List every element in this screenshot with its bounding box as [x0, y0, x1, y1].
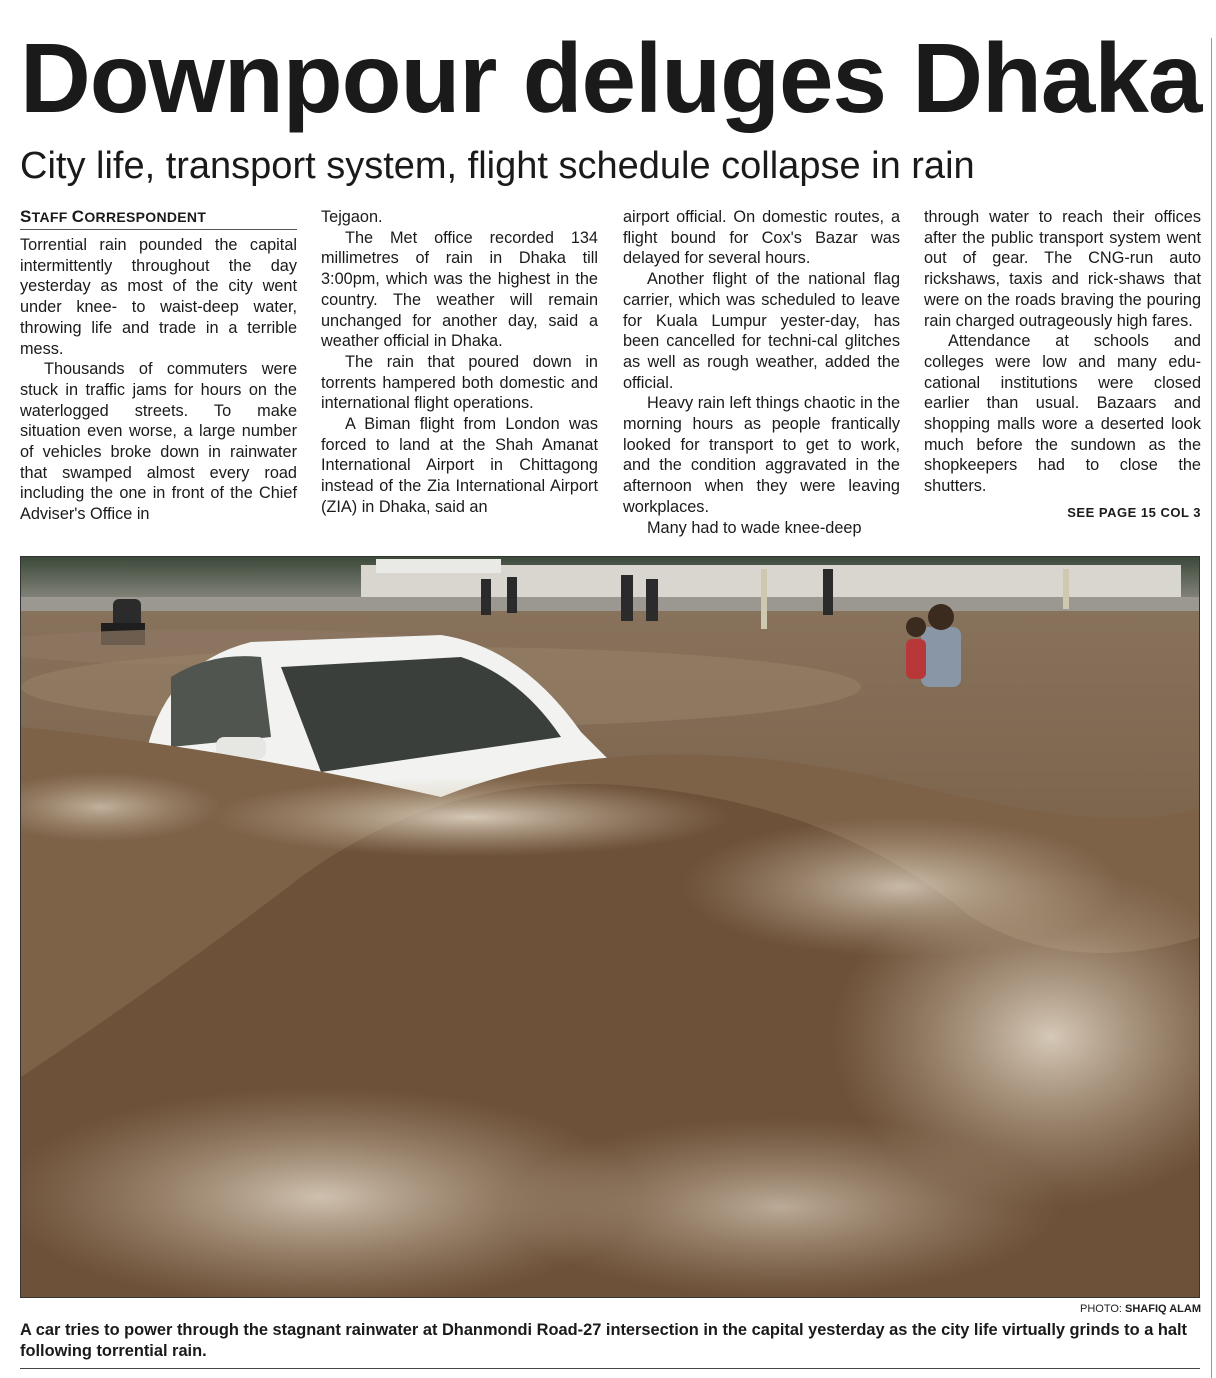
article-column-4 [924, 207, 1201, 524]
paragraph: Attendance at schools and colleges were low and many edu-cational institutions were closed earlier than usual. Bazaars and shopping malls wore a deserted look much before the sundown as the shopkeepers had to close the shutters. [924, 332, 1201, 496]
paragraph: Torrential rain pounded the capital intermittently throughout the day yesterday as most of the city went under knee- to waist-deep water, throwing life and trade in a terrible mess. [20, 236, 297, 358]
photo-credit: PHOTO: SHAFIQ ALAM [1079, 1303, 1201, 1315]
paragraph: The rain that poured down in torrents hampered both domestic and international flight operations. [321, 352, 598, 413]
headline: Downpour deluges Dhaka [20, 23, 1202, 133]
paragraph: Tejgaon. [321, 208, 383, 226]
paragraph: Thousands of commuters were stuck in traffic jams for hours on the waterlogged streets. To make situation even worse, a large number of vehicles broke down in rainwater that swamped almost every road including the one in front of the Chief Adviser's Office in [20, 360, 297, 524]
byline: STAFF CORRESPONDENT [20, 207, 297, 230]
subheadline: City life, transport system, flight schedule collapse in rain [20, 145, 975, 187]
article-column-1 [20, 207, 297, 525]
paragraph: airport official. On domestic routes, a flight bound for Cox's Bazar was delayed for several hours. [623, 208, 900, 268]
paragraph: Another flight of the national flag carrier, which was scheduled to leave for Kuala Lumpur yester-day, has been cancelled for techni-cal glitches as well as rough weather, added the official. [623, 270, 900, 392]
article-column-2 [321, 207, 598, 518]
paragraph: through water to reach their offices after the public transport system went out of gear. The CNG-run auto rickshaws, taxis and rick-shaws that were on the roads braving the pouring rain charged outrageously high fares. [924, 208, 1201, 330]
flood-photo [20, 556, 1200, 1298]
paragraph: Heavy rain left things chaotic in the morning hours as people frantically looked for transport to get to work, and the condition aggravated in the afternoon when they were leaving workplaces. [623, 394, 900, 516]
paragraph: Many had to wade knee-deep [647, 518, 862, 537]
flood-photo-illustration [21, 557, 1200, 1298]
article-column-3 [623, 207, 900, 538]
column-rule [1211, 38, 1212, 1378]
jump-line: SEE PAGE 15 COL 3 [1067, 504, 1201, 520]
paragraph: A Biman flight from London was forced to land at the Shah Amanat International Airport in Chittagong instead of the Zia International Airport (ZIA) in Dhaka, said an [321, 415, 598, 516]
bottom-rule [20, 1368, 1200, 1369]
paragraph: The Met office recorded 134 millimetres of rain in Dhaka till 3:00pm, which was the highest in the country. The weather will remain unchanged for another day, said a weather official in Dhaka. [321, 228, 598, 351]
photo-caption: A car tries to power through the stagnant rainwater at Dhanmondi Road-27 intersection in the capital yesterday as the city life virtually grinds to a halt following torrential rain. [20, 1321, 1188, 1360]
